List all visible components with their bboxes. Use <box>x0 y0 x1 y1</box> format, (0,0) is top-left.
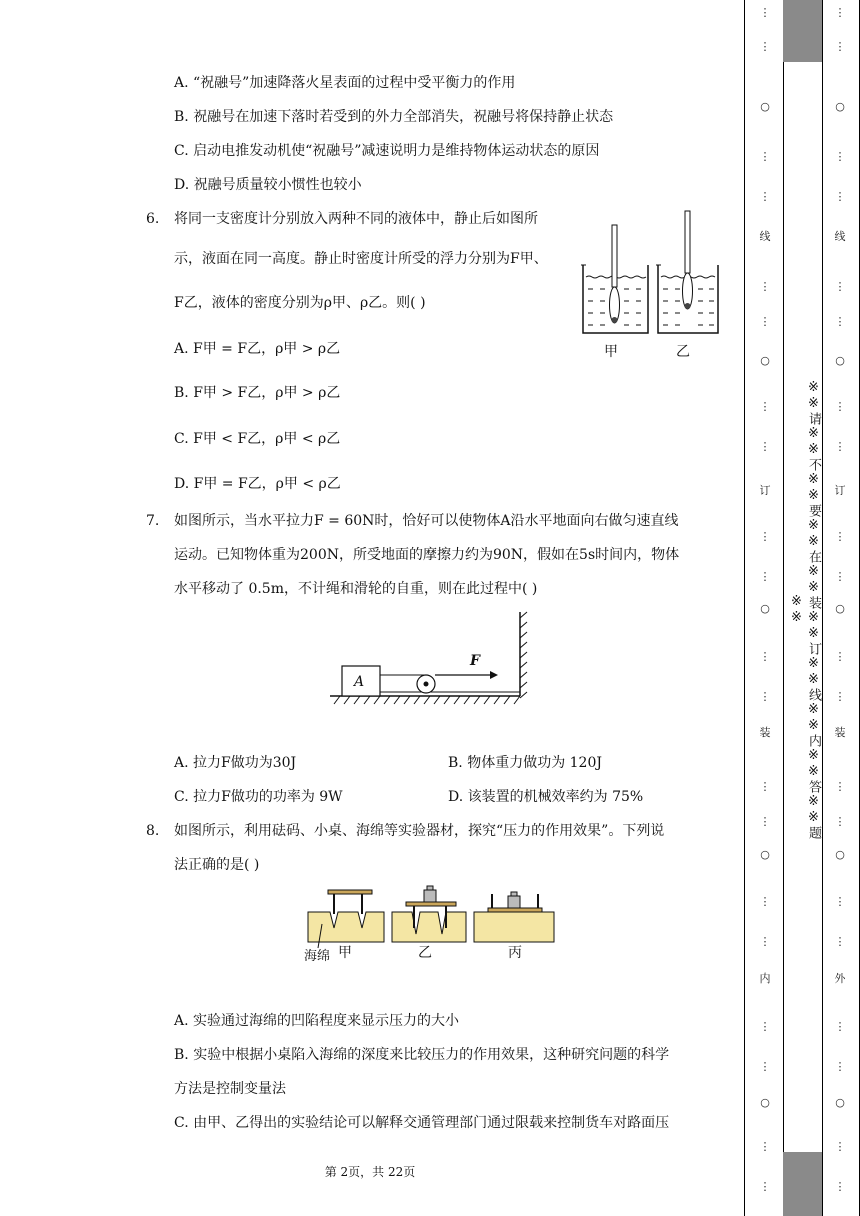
hydrometer-figure <box>578 205 723 365</box>
binding-warning: ※※请※※不※※要※※在※※装※※订※※线※※内※※答※※题※※ <box>789 380 821 840</box>
q6-stem-line2: 示，液面在同一高度。静止时密度计所受的浮力分别为F甲、 <box>174 251 548 267</box>
q6-number: 6. <box>146 211 160 227</box>
q6-option-a: A. F甲 = F乙，ρ甲 > ρ乙 <box>174 341 341 357</box>
inner-char-xian: 线 <box>759 230 771 243</box>
binding-circle: ○ <box>760 100 770 113</box>
outer-binding-column: ⋮ ⋮ ○ ⋮ ⋮ 线 ⋮ ⋮ ○ ⋮ ⋮ 订 ⋮ ⋮ ○ ⋮ ⋮ 装 ⋮ ⋮ ○ ⋮ ⋮ 外 ⋮ ⋮ ○ ⋮ ⋮ <box>830 0 850 1216</box>
q7-option-d: D. 该装置的机械效率约为 75% <box>448 789 644 805</box>
q5-option-c: C. 启动电推发动机使“祝融号”减速说明力是维持物体运动状态的原因 <box>174 143 600 159</box>
q7-stem-line2: 运动。已知物体重为200N，所受地面的摩擦力约为90N，假如在5s时间内，物体 <box>174 547 680 563</box>
q6-stem-line3: F乙，液体的密度分别为ρ甲、ρ乙。则( ) <box>174 295 426 311</box>
outer-char-zhuang: 装 <box>834 726 846 739</box>
q8-stem-line2: 法正确的是( ) <box>174 857 260 873</box>
sponge-label-jia: 甲 <box>338 945 352 961</box>
sponge-label: 海绵 <box>304 949 331 964</box>
q7-option-a: A. 拉力F做功为30J <box>174 755 297 771</box>
q7-stem-line3: 水平移动了 0.5m，不计绳和滑轮的自重，则在此过程中( ) <box>174 581 538 597</box>
q7-option-b: B. 物体重力做功为 120J <box>448 755 602 771</box>
pulley-figure <box>330 608 535 710</box>
q6-option-c: C. F甲 < F乙，ρ甲 < ρ乙 <box>174 431 341 447</box>
force-f-label: F <box>470 653 480 669</box>
sponge-label-yi: 乙 <box>418 945 432 961</box>
q6-option-b: B. F甲 > F乙，ρ甲 > ρ乙 <box>174 385 341 401</box>
q7-option-c: C. 拉力F做功的功率为 9W <box>174 789 343 805</box>
q7-number: 7. <box>146 513 160 529</box>
outer-char-wai: 外 <box>834 972 846 985</box>
q6-stem-line1: 将同一支密度计分别放入两种不同的液体中，静止后如图所 <box>174 211 538 227</box>
sponge-figure <box>304 884 559 970</box>
q6-option-d: D. F甲 = F乙，ρ甲 < ρ乙 <box>174 476 341 492</box>
inner-char-zhuang: 装 <box>759 726 771 739</box>
q5-option-d: D. 祝融号质量较小惯性也较小 <box>174 177 362 193</box>
q8-number: 8. <box>146 823 160 839</box>
hydrometer-label-jia: 甲 <box>604 344 618 360</box>
q8-option-a: A. 实验通过海绵的凹陷程度来显示压力的大小 <box>174 1013 460 1029</box>
outer-char-ding: 订 <box>834 484 846 497</box>
q5-option-b: B. 祝融号在加速下落时若受到的外力全部消失，祝融号将保持静止状态 <box>174 109 614 125</box>
q5-option-a: A. “祝融号”加速降落火星表面的过程中受平衡力的作用 <box>174 75 516 91</box>
binding-gray-bottom <box>783 1152 822 1216</box>
outer-char-xian: 线 <box>834 230 846 243</box>
sponge-label-bing: 丙 <box>508 945 522 961</box>
inner-char-nei: 内 <box>759 972 771 985</box>
q8-stem-line1: 如图所示，利用砝码、小桌、海绵等实验器材，探究“压力的作用效果”。下列说 <box>174 823 665 839</box>
block-a-label: A <box>354 674 365 690</box>
q8-option-c: C. 由甲、乙得出的实验结论可以解释交通管理部门通过限载来控制货车对路面压 <box>174 1115 670 1131</box>
binding-gray-top <box>783 0 822 62</box>
hydrometer-label-yi: 乙 <box>676 344 690 360</box>
q8-option-b-line1: B. 实验中根据小桌陷入海绵的深度来比较压力的作用效果，这种研究问题的科学 <box>174 1047 670 1063</box>
q8-option-b-line2: 方法是控制变量法 <box>174 1081 286 1097</box>
inner-char-ding: 订 <box>759 484 771 497</box>
q7-stem-line1: 如图所示，当水平拉力F = 60N时，恰好可以使物体A沿水平地面向右做匀速直线 <box>174 513 679 529</box>
inner-binding-column: ⋮ ⋮ ○ ⋮ ⋮ 线 ⋮ ⋮ ○ ⋮ ⋮ 订 ⋮ ⋮ ○ ⋮ ⋮ 装 ⋮ ⋮ ○ ⋮ ⋮ 内 ⋮ ⋮ ○ ⋮ ⋮ <box>755 0 775 1216</box>
page-footer: 第 2页，共 22页 <box>324 1165 416 1179</box>
